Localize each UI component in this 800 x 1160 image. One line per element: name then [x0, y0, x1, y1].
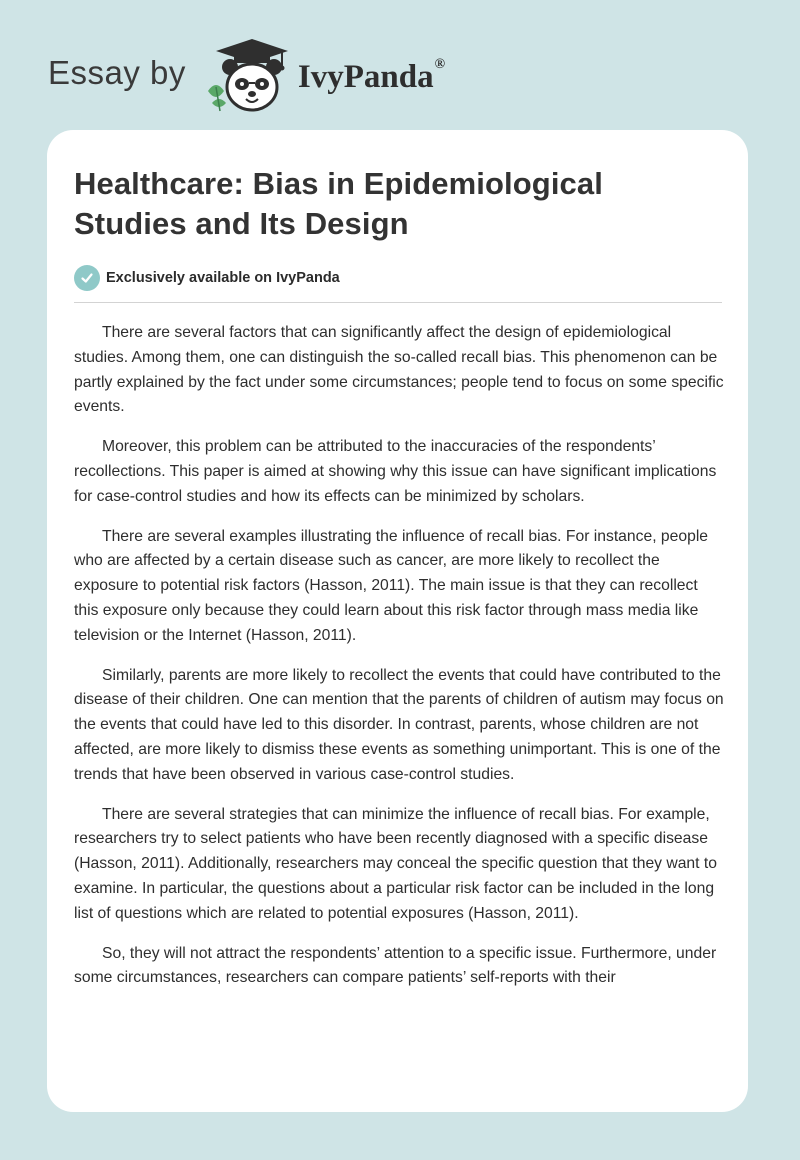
divider: [74, 302, 722, 303]
paragraph: There are several strategies that can minimize the influence of recall bias. For example, researchers try to select patients who have been recently diagnosed with a specific disease (Hasson, 2011). Additionally, researchers may conceal the specific question that they want to examine. In particular, the questions about a particular risk factor can be included in the long list of questions which are related to potential exposures (Hasson, 2011).: [74, 805, 717, 922]
essay-body: [74, 321, 726, 991]
essay-by-label: Essay by: [48, 54, 186, 91]
site-header-logo[interactable]: [48, 36, 445, 116]
exclusive-badge: [74, 264, 722, 292]
paragraph: There are several factors that can significantly affect the design of epidemiological studies. Among them, one can distinguish the so-called recall bias. This phenomenon can be partly explained by the fact under some circumstances; people tend to focus on some specific events.: [74, 324, 724, 416]
ivypanda-panda-logo-icon: [202, 37, 294, 115]
trademark-symbol: ®: [434, 56, 446, 72]
ivypanda-brand-name: [297, 56, 446, 96]
page-title: Healthcare: Bias in Epidemiological Studies and Its Design: [74, 166, 603, 241]
exclusive-label: Exclusively available on IvyPanda: [106, 270, 340, 286]
checkmark-icon: [74, 265, 100, 291]
paragraph: So, they will not attract the respondents’ attention to a specific issue. Furthermore, under some circumstances, researchers can compare patients’ self-reports with their: [74, 944, 717, 987]
paragraph: There are several examples illustrating the influence of recall bias. For instance, people who are affected by a certain disease such as cancer, are more likely to recollect the exposure to potential risk factors (Hasson, 2011). The main issue is that they can recollect this exposure only because they could learn about this risk factor through mass media like television or the Internet (Hasson, 2011).: [74, 527, 709, 644]
essay-card: [47, 130, 748, 1112]
paragraph: Moreover, this problem can be attributed to the inaccuracies of the respondents’ recollections. This paper is aimed at showing why this issue can have significant implications for case-control studies and how its effects can be minimized by scholars.: [74, 438, 717, 505]
paragraph: Similarly, parents are more likely to recollect the events that could have contributed to the disease of their children. One can mention that the parents of children of autism may focus on the events that could have led to this disorder. In contrast, parents, whose children are not affected, are more likely to dismiss these events as something unimportant. This is one of the trends that have been observed in various case-control studies.: [74, 666, 724, 783]
brand-text: IvyPanda: [297, 58, 434, 95]
